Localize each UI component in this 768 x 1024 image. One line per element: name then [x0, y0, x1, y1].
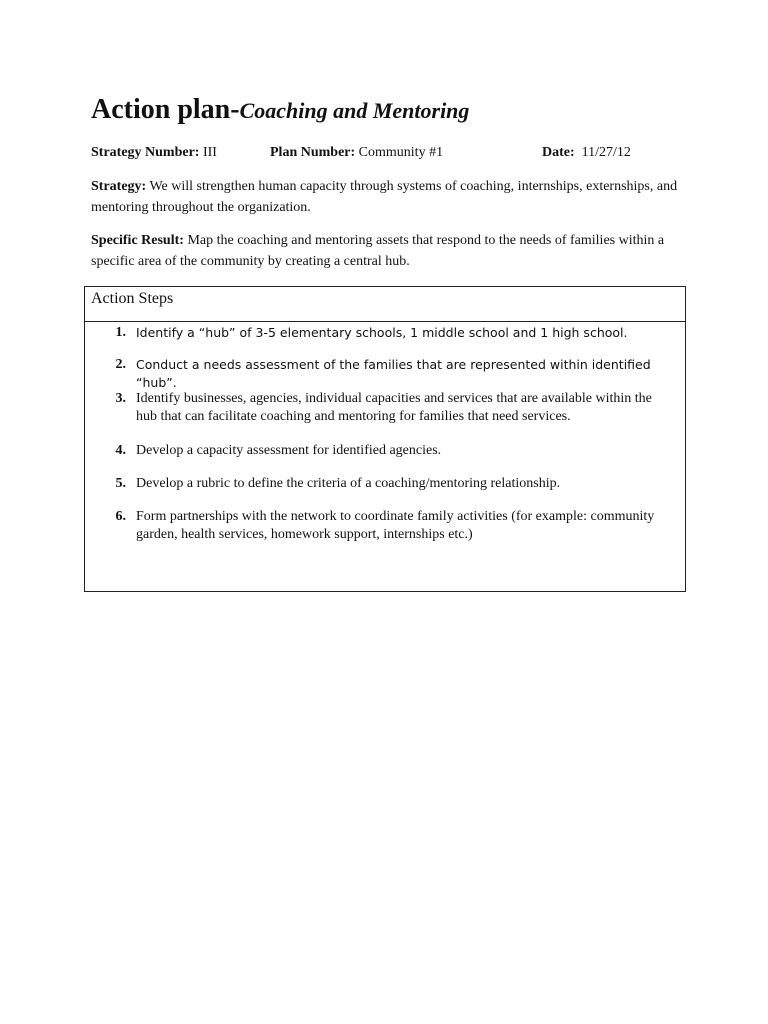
action-steps-table [84, 286, 686, 592]
step-text: Identify a “hub” of 3-5 elementary schools, 1 middle school and 1 high school. [136, 325, 628, 340]
date-label: Date: [542, 145, 575, 160]
step-number: 5. [115, 476, 126, 491]
strategy-number-value: III [202, 145, 217, 160]
strategy-text: We will strengthen human capacity through systems of coaching, internships, externships, and mentoring throughout the organization. [91, 179, 678, 215]
strategy-number-label: Strategy Number: [91, 145, 200, 160]
strategy-number [91, 144, 217, 162]
title-subtitle: Coaching and Mentoring [239, 98, 470, 123]
step-number: 3. [115, 391, 126, 406]
date-value: 11/27/12 [581, 145, 631, 160]
plan-number-label: Plan Number: [270, 145, 356, 160]
title-main: Action plan- [91, 94, 240, 125]
step-text: Develop a capacity assessment for identified agencies. [136, 443, 442, 458]
plan-date [542, 144, 631, 162]
plan-number [270, 144, 443, 162]
step-number: 2. [115, 357, 126, 372]
step-text: Form partnerships with the network to coordinate family activities (for example: community garden, health services, homework support, internships etc.) [136, 509, 655, 542]
step-number: 4. [115, 443, 126, 458]
strategy-label: Strategy: [91, 179, 147, 194]
step-text: Identify businesses, agencies, individual capacities and services that are available within the hub that can facilitate coaching and mentoring for families that need services. [136, 391, 652, 424]
strategy-paragraph [91, 176, 691, 218]
step-number: 6. [115, 509, 126, 524]
plan-number-value: Community #1 [358, 145, 444, 160]
step-number: 1. [115, 325, 126, 340]
action-steps-header: Action Steps [85, 287, 685, 322]
specific-result-label: Specific Result: [91, 233, 184, 248]
step-text: Develop a rubric to define the criteria of a coaching/mentoring relationship. [136, 476, 561, 491]
page-title [91, 92, 469, 129]
specific-result-text: Map the coaching and mentoring assets that respond to the needs of families within a specific area of the community by creating a central hub. [91, 233, 665, 269]
specific-result-paragraph [91, 230, 691, 272]
step-text: Conduct a needs assessment of the families that are represented within identified “hub”. [136, 357, 651, 390]
